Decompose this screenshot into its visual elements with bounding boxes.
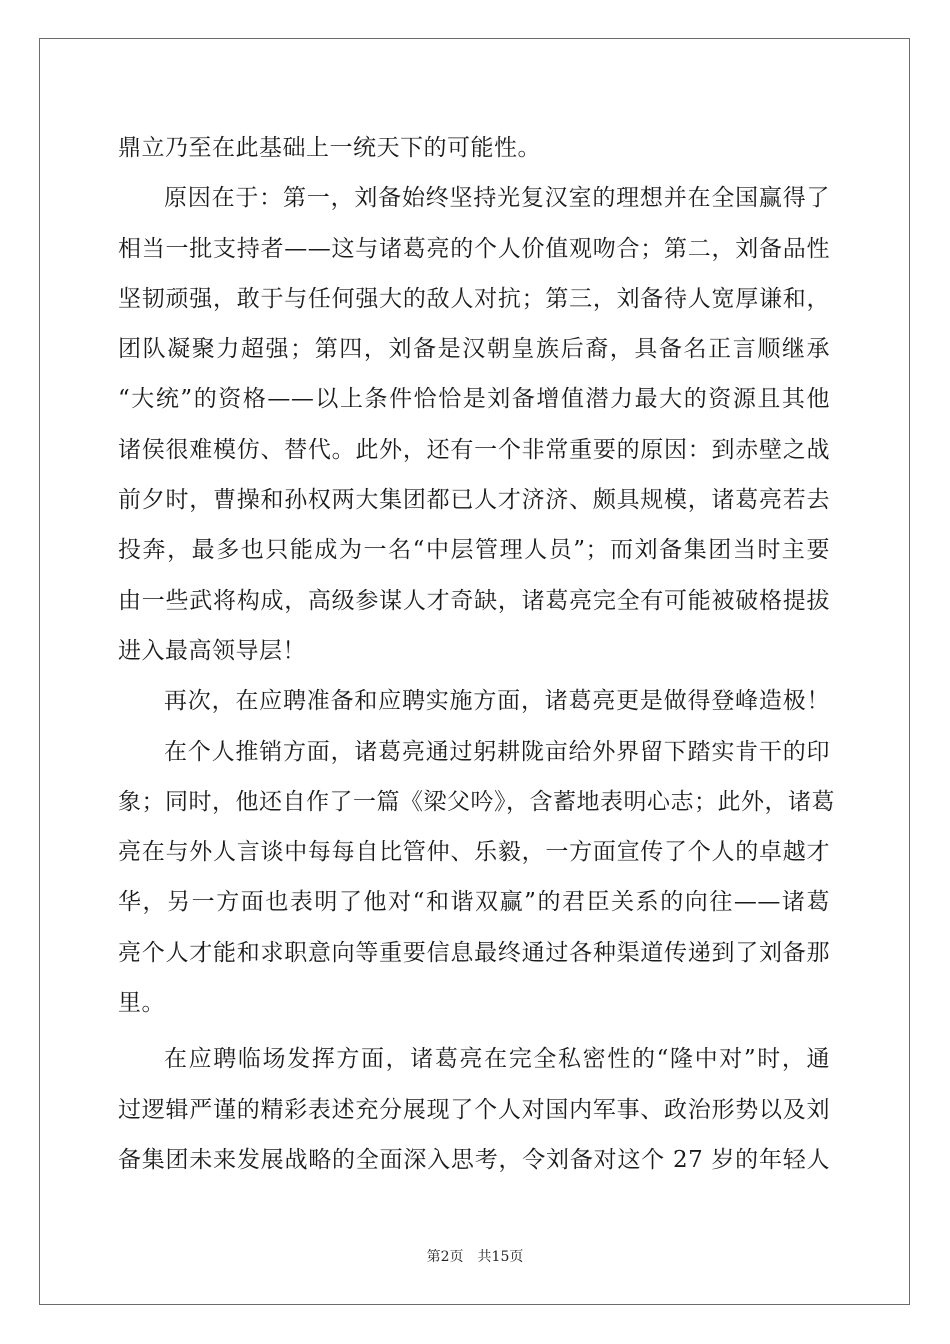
text-line: 投奔，最多也只能成为一名“中层管理人员”；而刘备集团当时主要 (118, 537, 830, 564)
text-line: 里。 (118, 990, 165, 1017)
text-line: 鼎立乃至在此基础上一统天下的可能性。 (118, 135, 541, 161)
text-line: 进入最高领导层！ (118, 637, 306, 664)
text-line: 在个人推销方面，诸葛亮通过躬耕陇亩给外界留下踏实肯干的印 (164, 738, 830, 765)
text-line: 原因在于：第一，刘备始终坚持光复汉室的理想并在全国赢得了 (164, 185, 830, 212)
text-line: 亮个人才能和求职意向等重要信息最终通过各种渠道传递到了刘备那 (118, 939, 830, 966)
text-line: 华，另一方面也表明了他对“和谐双赢”的君臣关系的向往——诸葛 (118, 889, 830, 916)
text-line: 坚韧顽强，敢于与任何强大的敌人对抗；第三，刘备待人宽厚谦和， (118, 285, 830, 312)
text-line: 再次，在应聘准备和应聘实施方面，诸葛亮更是做得登峰造极！ (164, 688, 830, 715)
text-line: 过逻辑严谨的精彩表述充分展现了个人对国内军事、政治形势以及刘 (118, 1096, 830, 1123)
total-pages: 共15页 (477, 1249, 524, 1265)
text-line: 备集团未来发展战略的全面深入思考，令刘备对这个 27 岁的年轻人 (118, 1146, 830, 1173)
page-footer (0, 1246, 950, 1266)
text-line: “大统”的资格——以上条件恰恰是刘备增值潜力最大的资源且其他 (118, 386, 830, 413)
page-number: 第2页 (426, 1249, 464, 1265)
text-line: 诸侯很难模仿、替代。此外，还有一个非常重要的原因：到赤壁之战 (118, 436, 830, 463)
text-line: 在应聘临场发挥方面，诸葛亮在完全私密性的“隆中对”时，通 (164, 1046, 830, 1073)
text-line: 相当一批支持者——这与诸葛亮的个人价值观吻合；第二，刘备品性 (118, 235, 830, 262)
document-body (118, 123, 835, 1185)
text-line: 由一些武将构成，高级参谋人才奇缺，诸葛亮完全有可能被破格提拔 (118, 587, 830, 614)
text-line: 亮在与外人言谈中每每自比管仲、乐毅，一方面宣传了个人的卓越才 (118, 839, 830, 866)
text-line: 团队凝聚力超强；第四，刘备是汉朝皇族后裔，具备名正言顺继承 (118, 336, 830, 363)
text-line: 象；同时，他还自作了一篇《梁父吟》，含蓄地表明心志；此外，诸葛 (118, 788, 835, 815)
text-line: 前夕时，曹操和孙权两大集团都已人才济济、颇具规模，诸葛亮若去 (118, 487, 830, 514)
